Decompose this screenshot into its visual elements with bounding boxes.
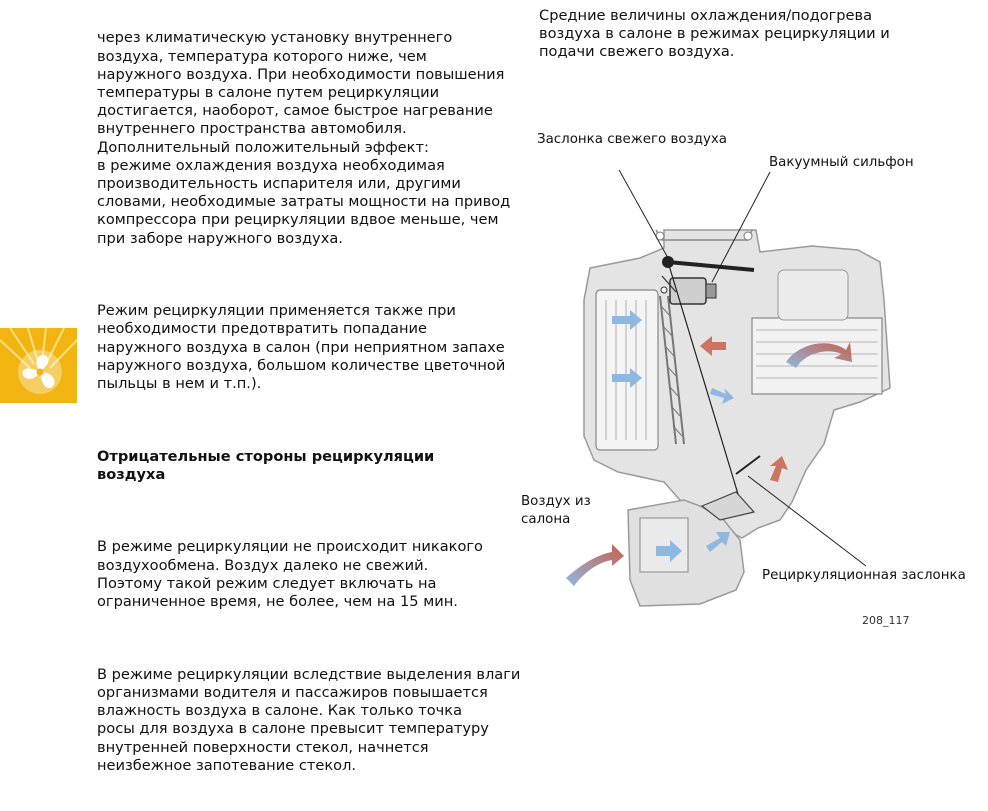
label-vacuum-bellows: Вакуумный сильфон: [769, 155, 914, 170]
paragraph-window-fogging: В режиме рециркуляции вследствие выделения влаги организмами водителя и пассажиров повышается влажность воздуха в салоне. Как только точка росы для воздуха в салоне превысит температуру внутренней поверхности стекол, начнется неизбежное запотевание стекол.: [97, 665, 521, 774]
heater-core: [752, 318, 882, 394]
label-fresh-air-flap: Заслонка свежего воздуха: [537, 132, 728, 147]
callout-fresh-air-flap: [608, 170, 668, 258]
left-text-column: [97, 0, 520, 811]
cabin-air-duct: [640, 518, 688, 572]
figure-number: 208_117: [862, 614, 910, 627]
label-cabin-air: Воздух из салона: [521, 494, 591, 527]
paragraph-recirculation-use: Режим рециркуляции применяется также при необходимости предотвратить попадание наружного воздуха в салон (при неприятном запахе наружного воздуха, большом количестве цветочной пыльцы в нем и т.п.).: [97, 302, 506, 393]
blower-motor: [778, 270, 848, 320]
fan-sun-logo-icon: [0, 328, 77, 403]
inlet-clip-right: [744, 232, 752, 240]
evaporator: [596, 290, 658, 450]
paragraph-no-air-exchange: В режиме рециркуляции не происходит никакого воздухообмена. Воздух далеко не свежий. Поэтому такой режим следует включать на ограниченное время, не более, чем на 15 мин.: [97, 538, 483, 611]
paragraph-recirculation-effect: через климатическую установку внутреннего воздуха, температура которого ниже, чем наружного воздуха. При необходимости повышения температуры в салоне путем рециркуляции достигается, наоборот, самое быстрое нагревание внутреннего пространства автомобиля. Дополнительный положительный эффект: в режиме охлаждения воздуха необходимая производительность испарителя или, другими словами, необходимые затраты мощности на привод компрессора при рециркуляции вдвое меньше, чем при заборе наружного воздуха.: [97, 29, 511, 247]
cabin-air-inflow-arrow: [566, 544, 624, 586]
section-heading: Отрицательные стороны рециркуляции воздуха: [97, 447, 435, 483]
figure-caption: Средние величины охлаждения/подогрева воздуха в салоне в режимах рециркуляции и подачи свежего воздуха.: [539, 7, 890, 61]
climate-unit-diagram: [520, 170, 988, 627]
label-recirculation-flap: Рециркуляционная заслонка: [762, 568, 966, 583]
